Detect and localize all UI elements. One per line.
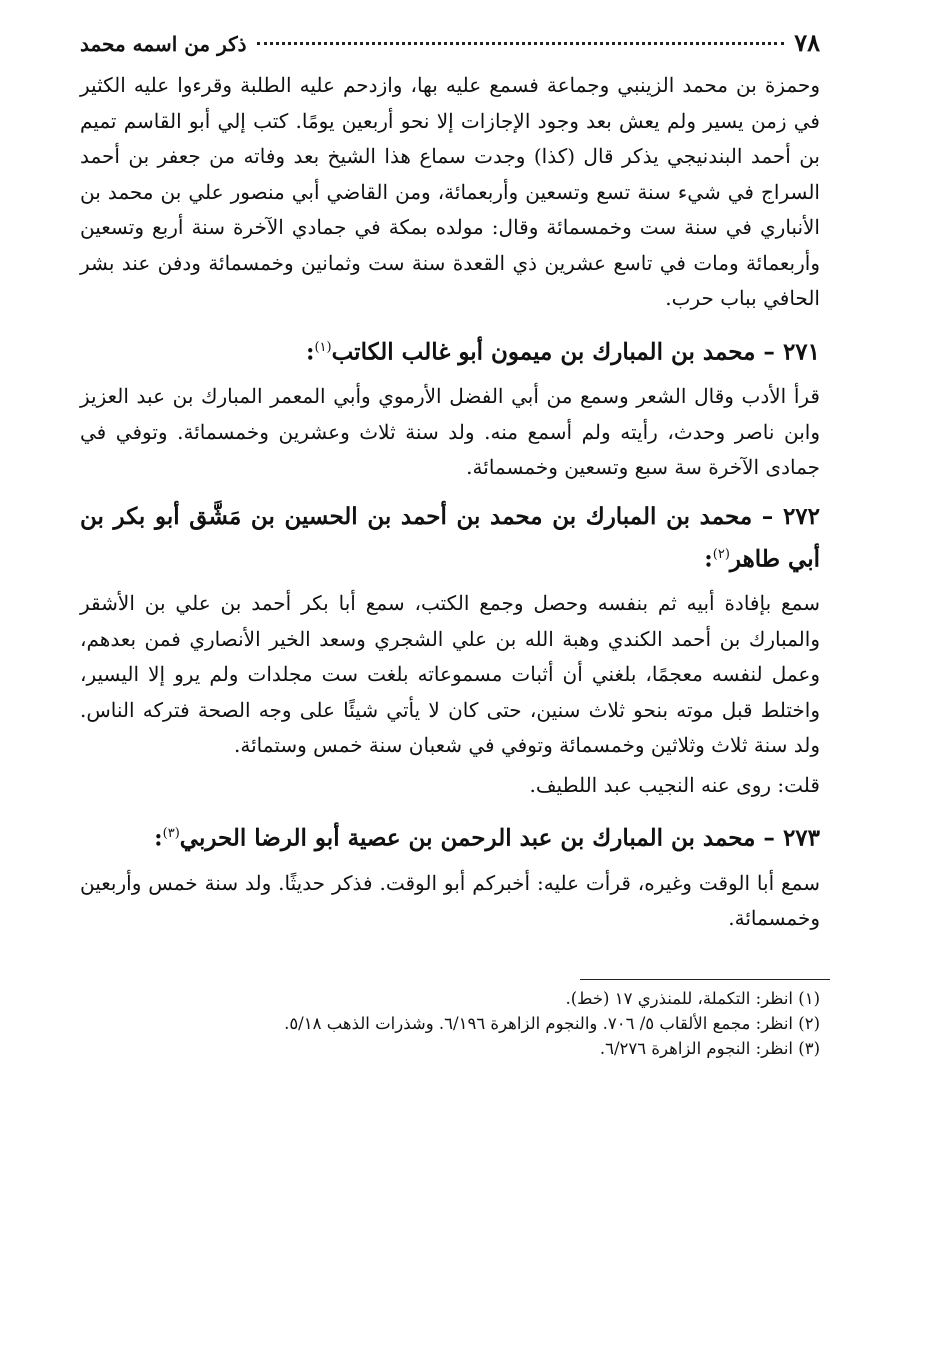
entry-paragraph: سمع أبا الوقت وغيره، قرأت عليه: أخبركم أبو الوقت. فذكر حديثًا. ولد سنة خمس وأربعين وخمسمائة. (80, 870, 820, 931)
entry-paragraph: سمع بإفادة أبيه ثم بنفسه وحصل وجمع الكتب، سمع أبا بكر أحمد بن علي بن الأشقر والمبارك بن أحمد الكندي وهبة الله بن علي الشجري وسعد الخير الأنصاري فمن بعدهم، وعمل لنفسه معجمًا، بلغني أن أثبات مسموعاته بلغت ست مجلدات ولم يرو إلا اليسير، واختلط قبل موته بنحو ثلاث سنين، حتى كان لا يأتي شيئًا على وجه الصحة فتركه الناس. ولد سنة ثلاث وثلاثين وخمسمائة وتوفي في شعبان سنة خمس وستمائة. (80, 591, 820, 758)
footnotes (80, 986, 820, 1061)
entry-heading: ٢٧٢ – محمد بن المبارك بن محمد بن أحمد بن الحسين بن مَشَّق أبو بكر بن أبي طاهر$^{(٢)}$: (80, 502, 820, 573)
footnote-2: (٢) انظر: مجمع الألقاب ٥/ ٧٠٦. والنجوم الزاهرة ٦/١٩٦. وشذرات الذهب ٥/١٨. (284, 1013, 820, 1033)
entry-heading: ٢٧١ – محمد بن المبارك بن ميمون أبو غالب الكاتب$^{(١)}$: (305, 338, 820, 366)
entry-heading: ٢٧٣ – محمد بن المبارك بن عبد الرحمن بن عصية أبو الرضا الحربي$^{(٣)}$: (154, 824, 820, 852)
entry-273 (80, 815, 820, 937)
entry-note-paragraph: قلت: روى عنه النجيب عبد اللطيف. (529, 772, 820, 797)
entry-heading-text: ٢٧٣ – محمد بن المبارك بن عبد الرحمن بن عصية أبو الرضا الحربي (179, 824, 820, 852)
book-page (80, 28, 820, 1061)
footnote-3: (٣) انظر: النجوم الزاهرة ٦/٢٧٦. (599, 1038, 820, 1058)
running-title: ذكر من اسمه محمد (80, 32, 247, 56)
footnote-1: (١) انظر: التكملة، للمنذري ١٧ (خط). (565, 988, 820, 1008)
footnote-ref: (١) (314, 339, 332, 355)
entry-272 (80, 498, 820, 804)
entry-271 (80, 329, 820, 486)
page-number: ٧٨ (794, 28, 820, 57)
header-dotted-leader (257, 42, 785, 45)
footnote-ref: (٢) (712, 546, 730, 562)
intro-paragraph: وحمزة بن محمد الزينبي وجماعة فسمع عليه بها، وازدحم عليه الطلبة وقرءوا عليه الكثير في زمن يسير ولم يعش بعد وجود الإجازات إلا نحو أربعين يومًا. كتب إلي أبو القاسم تميم بن أحمد البندنيجي يذكر قال (كذا) وجدت سماع هذا الشيخ بعد وفاته من جعفر بن أحمد السراج في شيء سنة تسع وتسعين وأربعمائة، ومن القاضي أبي منصور علي بن محمد بن الأنباري في سنة ست وخمسمائة وقال: مولده بمكة في جمادي الآخرة سنة أربع وتسعين وأربعمائة ومات في تاسع عشرين ذي القعدة سنة ست وثمانين وخمسمائة ودفن عند بشر الحافي بباب حرب. (80, 73, 820, 310)
entry-heading-text: ٢٧٢ – محمد بن المبارك بن محمد بن أحمد بن الحسين بن مَشَّق أبو بكر بن أبي طاهر (80, 502, 820, 573)
page-header (80, 28, 820, 68)
footnote-ref: (٣) (162, 826, 180, 842)
entry-heading-text: ٢٧١ – محمد بن المبارك بن ميمون أبو غالب الكاتب (331, 338, 820, 366)
footnote-separator (580, 979, 830, 980)
entry-paragraph: قرأ الأدب وقال الشعر وسمع من أبي الفضل الأرموي وأبي المعمر المبارك بن عبد العزيز وابن ناصر وحدث، رأيته ولم أسمع منه. ولد سنة ثلاث وعشرين وخمسمائة. وتوفي في جمادى الآخرة سة سبع وتسعين وخمسمائة. (80, 384, 820, 480)
